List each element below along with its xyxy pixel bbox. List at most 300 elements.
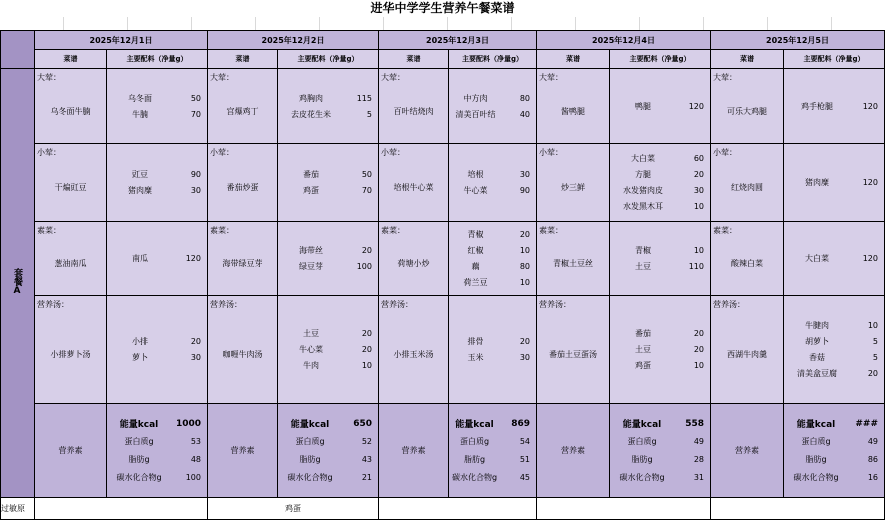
ingredient-qty: 20 <box>867 369 878 378</box>
date-header[interactable]: 2025年12月1日 <box>35 31 208 50</box>
dish-name: 培根牛心菜 <box>393 183 434 192</box>
allergen-cell[interactable] <box>711 498 885 520</box>
ingredient-list <box>278 167 378 199</box>
dish-name: 番茄炒蛋 <box>226 183 259 192</box>
ingredient-qty: 20 <box>693 170 704 179</box>
ingredient-item <box>610 183 710 199</box>
ingredients-cell[interactable] <box>107 296 208 404</box>
dish-column-header[interactable]: 菜谱 <box>208 50 278 69</box>
ingredient-item <box>107 106 207 122</box>
nutrient-name: 能量kcal <box>455 420 494 430</box>
ingredient-item <box>784 251 884 267</box>
ingredient-list <box>784 318 884 382</box>
ingredients-cell[interactable] <box>449 69 537 144</box>
ingredients-cell[interactable] <box>278 144 379 222</box>
dish-cell[interactable] <box>208 296 278 404</box>
nutrient-item <box>278 415 378 433</box>
ingredient-name: 萝卜 <box>132 353 148 362</box>
ingredient-item <box>449 350 536 366</box>
nutrient-value: 52 <box>361 437 372 446</box>
ingredient-qty: 30 <box>693 186 704 195</box>
ingredient-item <box>107 334 207 350</box>
category-label: 小荤： <box>539 148 563 157</box>
ingredient-name: 牛腩 <box>132 109 148 119</box>
ingredient-qty: 20 <box>190 337 201 346</box>
ingredients-cell[interactable] <box>784 222 885 296</box>
nutrient-item <box>610 433 710 451</box>
dish-cell[interactable] <box>208 144 278 222</box>
ingredient-item <box>610 167 710 183</box>
nutrient-value: 869 <box>511 418 530 429</box>
nutrient-name: 脂肪g <box>299 455 321 464</box>
dish-cell[interactable] <box>537 144 610 222</box>
nutrition-list <box>784 415 884 487</box>
ingredient-name: 玉米 <box>467 353 484 362</box>
ingredient-qty: 10 <box>361 361 372 370</box>
dish-cell[interactable] <box>35 69 107 144</box>
ingredient-item <box>784 175 884 191</box>
ingredient-item <box>610 342 710 358</box>
ingredient-item <box>107 251 207 267</box>
ingredient-list <box>610 98 710 114</box>
category-label: 营养汤： <box>713 300 745 309</box>
menu-table <box>0 30 885 520</box>
ingredient-name: 中方肉 <box>463 93 488 103</box>
ingredient-qty: 80 <box>519 93 530 103</box>
dish-name: 酱鸭腿 <box>561 106 585 116</box>
ingredient-item <box>449 90 536 106</box>
set-meal-text: 套餐A <box>12 267 22 296</box>
ingredient-qty: 120 <box>185 254 201 263</box>
dish-cell[interactable] <box>35 144 107 222</box>
dish-name: 青椒土豆丝 <box>553 259 593 268</box>
nutrient-name: 脂肪g <box>805 455 827 464</box>
ingredient-qty: 20 <box>361 329 372 338</box>
ingredient-name: 土豆 <box>635 345 651 354</box>
nutrient-name: 蛋白质g <box>124 437 154 446</box>
ingredient-name: 水发黑木耳 <box>623 202 663 211</box>
ingredient-qty: 30 <box>190 353 201 362</box>
ingredient-name: 小排 <box>132 337 148 346</box>
ingredient-qty: 20 <box>519 230 530 239</box>
dish-column-header[interactable]: 菜谱 <box>35 50 107 69</box>
dish-name: 小排萝卜汤 <box>50 350 91 359</box>
dish-name: 海带绿豆芽 <box>222 259 263 268</box>
nutrition-label[interactable]: 营养素 <box>537 404 610 498</box>
ingredients-column-header[interactable]: 主要配料（净量g） <box>278 50 379 69</box>
nutrient-item <box>449 415 536 433</box>
dish-name: 葱油南瓜 <box>54 259 87 268</box>
category-label: 素菜： <box>713 226 737 235</box>
nutrient-item <box>610 415 710 433</box>
ingredient-name: 鸭腿 <box>635 101 651 111</box>
dish-name: 乌冬面牛腩 <box>50 106 91 116</box>
ingredients-cell[interactable] <box>107 222 208 296</box>
dish-column-header[interactable]: 菜谱 <box>537 50 610 69</box>
allergen-label[interactable]: 过敏原 <box>1 498 35 520</box>
ingredients-cell[interactable] <box>610 222 711 296</box>
ingredients-cell[interactable] <box>107 69 208 144</box>
corner-cell[interactable] <box>1 31 35 69</box>
dish-cell[interactable] <box>208 222 278 296</box>
ingredients-column-header[interactable]: 主要配料（净量g） <box>610 50 711 69</box>
ingredients-cell[interactable] <box>278 69 379 144</box>
dish-column-header[interactable]: 菜谱 <box>379 50 449 69</box>
allergen-cell[interactable] <box>537 498 711 520</box>
nutrient-item <box>784 469 884 487</box>
ingredients-column-header[interactable]: 主要配料（净量g） <box>784 50 885 69</box>
ingredient-name: 去皮花生米 <box>291 109 331 119</box>
nutrient-item <box>449 469 536 487</box>
ingredient-item <box>278 243 378 259</box>
date-row <box>1 31 885 50</box>
ingredient-item <box>784 350 884 366</box>
dish-cell[interactable] <box>711 222 784 296</box>
allergen-cell[interactable] <box>35 498 208 520</box>
ingredient-item <box>278 358 378 374</box>
ingredient-item <box>449 106 536 122</box>
dish-name: 可乐大鸡腿 <box>727 106 767 116</box>
category-label: 营养汤： <box>539 300 571 309</box>
ingredient-name: 水发猪肉皮 <box>623 186 663 195</box>
category-label: 小荤： <box>210 148 234 157</box>
dish-name: 西湖牛肉羹 <box>727 350 767 359</box>
nutrient-item <box>107 433 207 451</box>
ingredients-column-header[interactable]: 主要配料（净量g） <box>449 50 537 69</box>
ingredient-list <box>784 175 884 191</box>
nutrient-value: 54 <box>519 437 530 446</box>
category-label: 营养汤： <box>37 300 69 309</box>
ingredient-name: 海带丝 <box>299 246 323 255</box>
ingredient-item <box>107 350 207 366</box>
ingredient-qty: 70 <box>361 186 372 195</box>
ingredient-item <box>610 98 710 114</box>
nutrient-item <box>278 451 378 469</box>
ingredient-item <box>278 167 378 183</box>
dish-name: 红烧肉圆 <box>731 183 763 192</box>
dish-cell[interactable] <box>711 69 784 144</box>
nutrient-name: 碳水化合物g <box>451 473 498 482</box>
nutrient-item <box>784 415 884 433</box>
ingredient-list <box>278 243 378 275</box>
nutrition-label[interactable]: 营养素 <box>208 404 278 498</box>
ingredients-cell[interactable] <box>449 144 537 222</box>
ingredient-name: 猪肉糜 <box>128 186 152 195</box>
ingredient-list <box>107 90 207 122</box>
ingredient-item <box>610 199 710 215</box>
ingredient-item <box>278 342 378 358</box>
ingredient-item <box>449 183 536 199</box>
ingredient-list <box>449 227 536 291</box>
dish-cell[interactable] <box>379 69 449 144</box>
ingredient-qty: 120 <box>688 101 704 111</box>
ingredient-qty: 90 <box>519 186 530 195</box>
ingredient-list <box>278 326 378 374</box>
course-row <box>1 296 885 404</box>
ingredient-list <box>107 251 207 267</box>
nutrition-label[interactable]: 营养素 <box>711 404 784 498</box>
ingredient-name: 排骨 <box>467 337 484 346</box>
ingredient-list <box>784 98 884 114</box>
ingredient-qty: 120 <box>862 101 878 111</box>
allergen-cell[interactable]: 鸡蛋 <box>208 498 379 520</box>
nutrient-name: 蛋白质g <box>801 437 831 446</box>
nutrient-value: 1000 <box>175 418 201 429</box>
nutrient-item <box>449 451 536 469</box>
nutrient-name: 碳水化合物g <box>116 473 162 482</box>
nutrition-values-cell[interactable] <box>784 404 885 498</box>
category-label: 营养汤： <box>210 300 242 309</box>
ingredient-name: 土豆 <box>303 329 319 338</box>
ingredient-list <box>610 243 710 275</box>
ingredient-item <box>784 318 884 334</box>
category-label: 素菜： <box>37 226 61 235</box>
ingredient-list <box>449 90 536 122</box>
ingredient-name: 清美百叶结 <box>455 109 496 119</box>
nutrition-row <box>1 404 885 498</box>
ingredient-qty: 70 <box>190 109 201 119</box>
ingredient-list <box>610 151 710 215</box>
nutrient-value: 51 <box>519 455 530 464</box>
dish-cell[interactable] <box>35 222 107 296</box>
dish-name: 炒三鲜 <box>561 183 585 192</box>
course-row <box>1 69 885 144</box>
nutrient-value: 45 <box>519 473 530 482</box>
dish-cell[interactable] <box>537 222 610 296</box>
nutrient-item <box>107 415 207 433</box>
nutrient-item <box>784 433 884 451</box>
ingredients-cell[interactable] <box>278 296 379 404</box>
ingredient-name: 牛腱肉 <box>805 321 829 330</box>
date-header[interactable]: 2025年12月2日 <box>208 31 379 50</box>
ingredient-name: 清美盒豆腐 <box>797 369 837 378</box>
ingredient-item <box>278 90 378 106</box>
nutrient-name: 脂肪g <box>631 455 653 464</box>
dish-name: 干煸豇豆 <box>54 183 87 192</box>
dish-name: 小排玉米汤 <box>393 350 434 359</box>
nutrition-list <box>610 415 710 487</box>
nutrient-item <box>107 469 207 487</box>
ingredient-name: 番茄 <box>635 329 651 338</box>
allergen-cell[interactable] <box>379 498 537 520</box>
ingredient-qty: 5 <box>872 337 878 346</box>
ingredient-name: 香菇 <box>809 353 825 362</box>
dish-cell[interactable] <box>537 296 610 404</box>
ingredient-qty: 30 <box>519 170 530 179</box>
ingredient-item <box>784 366 884 382</box>
dish-cell[interactable] <box>711 296 784 404</box>
ingredient-qty: 10 <box>693 246 704 255</box>
nutrient-item <box>784 451 884 469</box>
ingredient-name: 土豆 <box>635 262 651 271</box>
ingredient-name: 培根 <box>467 170 484 179</box>
nutrition-values-cell[interactable] <box>278 404 379 498</box>
ingredient-list <box>107 334 207 366</box>
category-label: 素菜： <box>539 226 563 235</box>
ingredient-qty: 10 <box>867 321 878 330</box>
ingredient-item <box>449 227 536 243</box>
ingredient-qty: 30 <box>190 186 201 195</box>
nutrient-name: 能量kcal <box>119 420 159 430</box>
ingredients-cell[interactable] <box>784 69 885 144</box>
nutrient-value: ### <box>855 418 878 429</box>
ingredient-list <box>107 167 207 199</box>
ingredient-qty: 5 <box>872 353 878 362</box>
nutrient-value: 48 <box>190 455 201 464</box>
category-label: 大荤： <box>210 73 234 82</box>
ingredient-qty: 60 <box>693 154 704 163</box>
dish-cell[interactable] <box>379 144 449 222</box>
nutrient-item <box>278 433 378 451</box>
ingredient-item <box>107 183 207 199</box>
ingredients-cell[interactable] <box>278 222 379 296</box>
dish-cell[interactable] <box>379 222 449 296</box>
category-label: 素菜： <box>210 226 234 235</box>
dish-cell[interactable] <box>711 144 784 222</box>
course-row <box>1 144 885 222</box>
ingredient-name: 胡萝卜 <box>805 337 829 346</box>
ingredient-name: 荷兰豆 <box>463 278 488 287</box>
dish-name: 番茄土豆蛋汤 <box>549 350 597 359</box>
ingredient-qty: 120 <box>862 178 878 187</box>
ingredient-qty: 40 <box>519 109 530 119</box>
column-header-row <box>1 50 885 69</box>
ingredient-name: 青椒 <box>467 230 484 239</box>
ingredient-name: 豇豆 <box>132 170 148 179</box>
ingredient-qty: 10 <box>693 361 704 370</box>
dish-cell[interactable] <box>379 296 449 404</box>
nutrient-value: 49 <box>693 437 704 446</box>
nutrition-list <box>278 415 378 487</box>
ingredient-item <box>449 167 536 183</box>
nutrition-label[interactable]: 营养素 <box>35 404 107 498</box>
ingredient-qty: 10 <box>519 246 530 255</box>
category-label: 大荤： <box>381 73 405 82</box>
ingredients-cell[interactable] <box>610 69 711 144</box>
nutrient-item <box>107 451 207 469</box>
ingredient-name: 鸡蛋 <box>635 361 651 370</box>
ingredients-cell[interactable] <box>784 296 885 404</box>
ingredients-cell[interactable] <box>610 296 711 404</box>
category-label: 小荤： <box>713 148 737 157</box>
dish-name: 荷塘小炒 <box>397 259 430 268</box>
nutrient-name: 能量kcal <box>796 420 836 430</box>
nutrition-values-cell[interactable] <box>449 404 537 498</box>
ingredient-qty: 10 <box>693 202 704 211</box>
nutrient-name: 脂肪g <box>463 455 486 464</box>
nutrient-name: 碳水化合物g <box>287 473 333 482</box>
ingredient-list <box>784 251 884 267</box>
category-label: 大荤： <box>37 73 61 82</box>
ingredient-item <box>784 334 884 350</box>
nutrient-name: 碳水化合物g <box>619 473 665 482</box>
nutrient-name: 能量kcal <box>290 420 330 430</box>
date-header[interactable]: 2025年12月4日 <box>537 31 711 50</box>
category-label: 营养汤： <box>381 300 413 309</box>
allergen-row <box>1 498 885 520</box>
ingredients-cell[interactable] <box>449 296 537 404</box>
nutrient-name: 蛋白质g <box>459 437 490 446</box>
ingredients-column-header[interactable]: 主要配料（净量g） <box>107 50 208 69</box>
dish-cell[interactable] <box>537 69 610 144</box>
nutrient-name: 蛋白质g <box>627 437 657 446</box>
ingredient-qty: 50 <box>361 170 372 179</box>
ingredients-cell[interactable] <box>107 144 208 222</box>
set-meal-label[interactable] <box>1 69 35 498</box>
ingredient-name: 鸡手枪腿 <box>801 101 833 111</box>
page-title: 进华中学学生营养午餐菜谱 <box>370 1 515 15</box>
ingredient-qty: 80 <box>519 262 530 271</box>
ingredient-item <box>107 90 207 106</box>
nutrition-list <box>449 415 536 487</box>
ingredient-qty: 20 <box>361 246 372 255</box>
ingredient-item <box>610 326 710 342</box>
dish-name: 宫爆鸡丁 <box>226 106 259 116</box>
ingredient-qty: 20 <box>361 345 372 354</box>
ingredient-qty: 110 <box>688 262 704 271</box>
nutrient-name: 能量kcal <box>622 420 662 430</box>
category-label: 大荤： <box>539 73 563 82</box>
ingredient-item <box>449 259 536 275</box>
nutrient-item <box>278 469 378 487</box>
ingredients-cell[interactable] <box>610 144 711 222</box>
date-header[interactable]: 2025年12月5日 <box>711 31 885 50</box>
ingredient-list <box>449 167 536 199</box>
dish-name: 酸辣白菜 <box>731 259 763 268</box>
ingredient-qty: 90 <box>190 170 201 179</box>
ingredient-name: 大白菜 <box>631 154 655 163</box>
nutrient-name: 蛋白质g <box>295 437 325 446</box>
ingredient-list <box>278 90 378 122</box>
ingredient-item <box>449 243 536 259</box>
date-header[interactable]: 2025年12月3日 <box>379 31 537 50</box>
ingredient-name: 大白菜 <box>805 254 829 263</box>
nutrition-label[interactable]: 营养素 <box>379 404 449 498</box>
nutrition-values-cell[interactable] <box>107 404 208 498</box>
dish-name: 百叶结烧肉 <box>393 106 434 116</box>
ingredient-name: 绿豆芽 <box>299 262 323 271</box>
ingredient-name: 猪肉糜 <box>805 178 829 187</box>
ingredient-item <box>449 334 536 350</box>
ingredient-name: 鸡胸肉 <box>299 93 323 103</box>
category-label: 素菜： <box>381 226 405 235</box>
nutrient-value: 100 <box>185 473 201 482</box>
dish-cell[interactable] <box>35 296 107 404</box>
nutrient-value: 21 <box>361 473 372 482</box>
nutrient-value: 86 <box>867 455 878 464</box>
ingredient-qty: 100 <box>356 262 372 271</box>
ingredient-name: 番茄 <box>303 170 319 179</box>
ingredient-item <box>449 275 536 291</box>
ingredient-item <box>784 98 884 114</box>
nutrient-name: 脂肪g <box>128 455 150 464</box>
ingredient-name: 南瓜 <box>132 254 148 263</box>
ingredient-item <box>610 151 710 167</box>
ingredient-item <box>278 183 378 199</box>
ingredients-cell[interactable] <box>784 144 885 222</box>
dish-name: 咖喱牛肉汤 <box>222 350 263 359</box>
nutrient-value: 43 <box>361 455 372 464</box>
nutrition-values-cell[interactable] <box>610 404 711 498</box>
ingredient-qty: 20 <box>693 329 704 338</box>
ingredient-name: 青椒 <box>635 246 651 255</box>
ingredients-cell[interactable] <box>449 222 537 296</box>
category-label: 小荤： <box>37 148 61 157</box>
dish-column-header[interactable]: 菜谱 <box>711 50 784 69</box>
ingredient-qty: 10 <box>519 278 530 287</box>
dish-cell[interactable] <box>208 69 278 144</box>
nutrition-list <box>107 415 207 487</box>
